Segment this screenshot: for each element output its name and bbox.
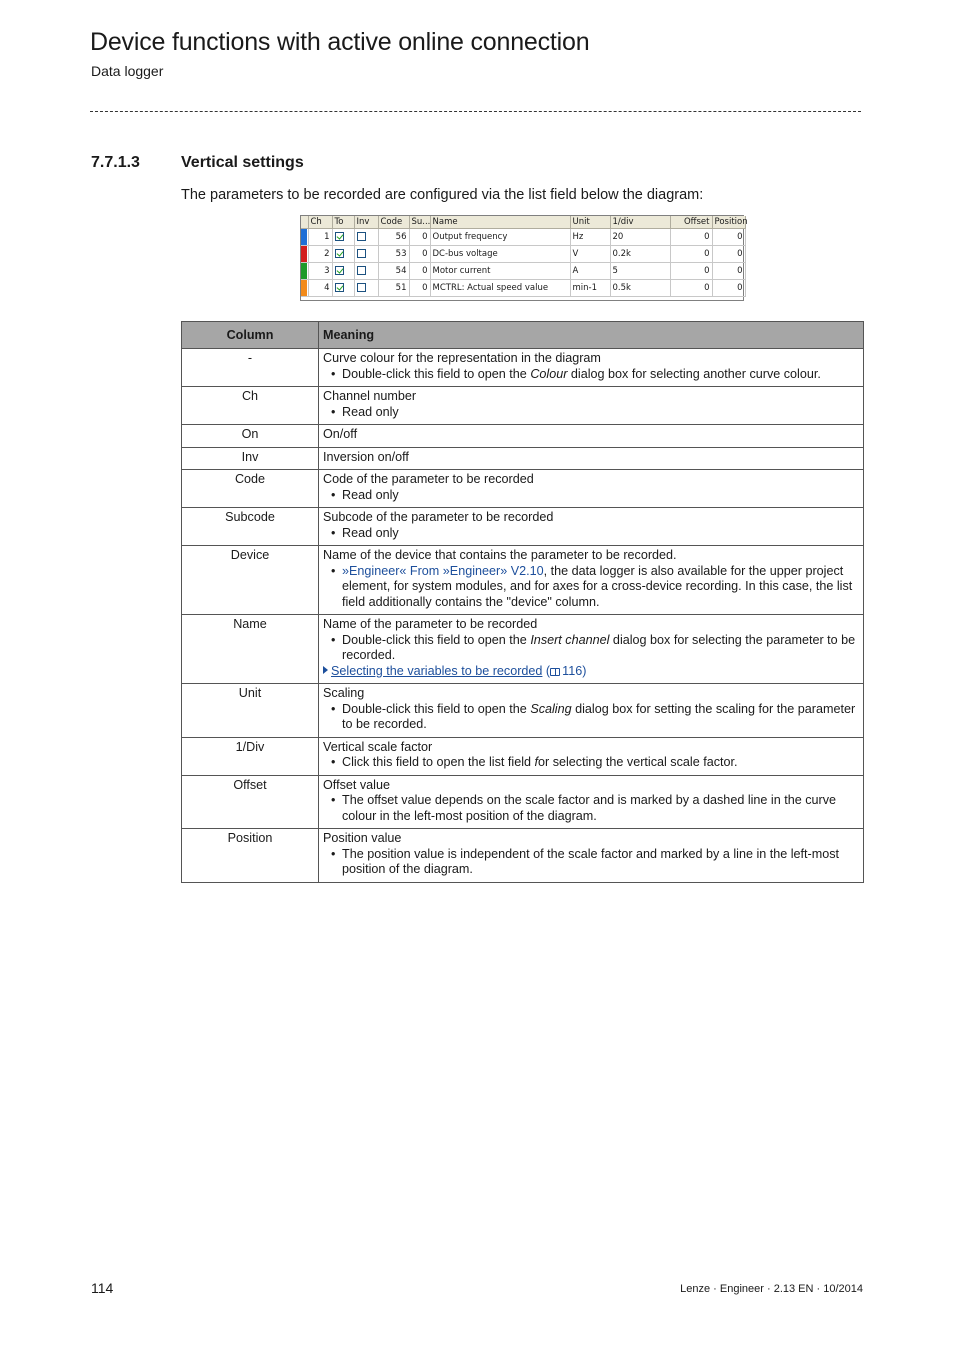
channel-name[interactable]: Output frequency xyxy=(430,229,570,246)
bullet-item: • Double-click this field to open the Colour dialog box for selecting another curve colour. xyxy=(337,367,859,383)
channel-name[interactable]: DC-bus voltage xyxy=(430,246,570,263)
meaning-text: Curve colour for the representation in the diagram xyxy=(323,351,601,365)
row-meaning xyxy=(319,829,864,883)
channel-subcode[interactable]: 0 xyxy=(409,263,430,280)
channel-inv-checkbox[interactable] xyxy=(354,246,378,263)
table-row xyxy=(182,684,864,738)
bullet-list xyxy=(323,526,859,542)
channel-on-checkbox[interactable] xyxy=(332,229,354,246)
page-subtitle: Data logger xyxy=(91,63,164,79)
row-meaning xyxy=(319,508,864,546)
channel-div[interactable]: 0.5k xyxy=(610,280,670,297)
table-row xyxy=(182,508,864,546)
table-row xyxy=(182,775,864,829)
row-meaning xyxy=(319,684,864,738)
channel-unit[interactable]: V xyxy=(570,246,610,263)
channel-on-checkbox[interactable] xyxy=(332,263,354,280)
table-row xyxy=(182,829,864,883)
channel-color-swatch[interactable] xyxy=(301,229,308,246)
bullet-item: • »Engineer« From »Engineer» V2.10, the data logger is also available for the upper project element, for system modules, and for axes for a cross-device recording. In this case, the list field additionally contains the "device" column. xyxy=(337,564,859,611)
bullet-list xyxy=(323,633,859,664)
bullet-item: • The offset value depends on the scale factor and is marked by a dashed line in the curve colour in the left-most position of the diagram. xyxy=(337,793,859,824)
channel-number[interactable]: 3 xyxy=(308,263,332,280)
checked-checkbox-icon[interactable] xyxy=(335,249,344,258)
channel-offset[interactable]: 0 xyxy=(670,246,712,263)
meaning-text: Vertical scale factor xyxy=(323,739,433,754)
row-meaning xyxy=(319,349,864,387)
channel-subcode[interactable]: 0 xyxy=(409,229,430,246)
bullet-item: • Read only xyxy=(337,405,859,421)
channel-code[interactable]: 54 xyxy=(378,263,409,280)
unchecked-checkbox-icon[interactable] xyxy=(357,266,366,275)
bullet-list xyxy=(323,564,859,611)
meaning-text: Scaling xyxy=(323,686,365,700)
channel-unit[interactable]: A xyxy=(570,263,610,280)
channel-inv-checkbox[interactable] xyxy=(354,229,378,246)
channel-div[interactable]: 0.2k xyxy=(610,246,670,263)
channel-div[interactable]: 20 xyxy=(610,229,670,246)
row-label: Unit xyxy=(182,684,319,738)
channel-row[interactable] xyxy=(301,246,745,263)
page-title: Device functions with active online connection xyxy=(90,28,590,56)
list-field-screenshot xyxy=(300,215,748,301)
header-divider xyxy=(90,111,861,112)
channel-row[interactable] xyxy=(301,229,745,246)
table-row xyxy=(182,470,864,508)
bullet-item: • Click this field to open the list field for selecting the vertical scale factor. xyxy=(337,755,859,771)
list-header-sub: Su... xyxy=(409,216,430,229)
channel-position[interactable]: 0 xyxy=(712,280,745,297)
bullet-list xyxy=(323,847,859,878)
page-number: 114 xyxy=(91,1280,114,1296)
bullet-list xyxy=(323,367,859,383)
arrow-right-icon xyxy=(323,666,328,674)
bullet-item: • Read only xyxy=(337,488,859,504)
row-label: - xyxy=(182,349,319,387)
channel-offset[interactable]: 0 xyxy=(670,263,712,280)
channel-name[interactable]: Motor current xyxy=(430,263,570,280)
bullet-list xyxy=(323,702,859,733)
list-header-color xyxy=(301,216,308,229)
table-header-row xyxy=(182,322,864,349)
channel-name[interactable]: MCTRL: Actual speed value xyxy=(430,280,570,297)
bullet-item: • Double-click this field to open the Insert channel dialog box for selecting the parameter to be recorded. xyxy=(337,633,859,664)
list-header-div: 1/div xyxy=(610,216,670,229)
book-icon xyxy=(550,668,560,676)
row-meaning xyxy=(319,447,864,470)
channel-subcode[interactable]: 0 xyxy=(409,246,430,263)
bullet-item: • Read only xyxy=(337,526,859,542)
channel-number[interactable]: 2 xyxy=(308,246,332,263)
table-row xyxy=(182,387,864,425)
engineer-version-link[interactable]: »Engineer« From »Engineer» V2.10 xyxy=(342,563,544,578)
unchecked-checkbox-icon[interactable] xyxy=(357,283,366,292)
channel-row[interactable] xyxy=(301,263,745,280)
bullet-item: • The position value is independent of the scale factor and marked by a line in the left-most position of the diagram. xyxy=(337,847,859,878)
meaning-text: Position value xyxy=(323,831,402,845)
channel-code[interactable]: 56 xyxy=(378,229,409,246)
channel-list-table xyxy=(301,216,746,297)
channel-position[interactable]: 0 xyxy=(712,246,745,263)
checked-checkbox-icon[interactable] xyxy=(335,232,344,241)
footer-publisher: Lenze · Engineer · 2.13 EN · 10/2014 xyxy=(680,1283,863,1295)
row-label: Name xyxy=(182,615,319,684)
row-meaning xyxy=(319,470,864,508)
row-meaning xyxy=(319,425,864,448)
channel-unit[interactable]: Hz xyxy=(570,229,610,246)
channel-position[interactable]: 0 xyxy=(712,263,745,280)
unchecked-checkbox-icon[interactable] xyxy=(357,249,366,258)
list-header-row xyxy=(301,216,745,229)
channel-row[interactable] xyxy=(301,280,745,297)
row-label: Inv xyxy=(182,447,319,470)
table-row xyxy=(182,447,864,470)
column-meaning-table xyxy=(181,321,864,883)
bullet-list xyxy=(323,405,859,421)
table-header-column: Column xyxy=(182,322,319,349)
selecting-variables-link[interactable]: Selecting the variables to be recorded xyxy=(331,663,543,678)
meaning-text: Subcode of the parameter to be recorded xyxy=(323,510,554,524)
channel-offset[interactable]: 0 xyxy=(670,280,712,297)
table-header-meaning: Meaning xyxy=(319,322,864,349)
channel-inv-checkbox[interactable] xyxy=(354,280,378,297)
checked-checkbox-icon[interactable] xyxy=(335,283,344,292)
cross-reference: Selecting the variables to be recorded ( 116) xyxy=(323,664,859,680)
meaning-text: Offset value xyxy=(323,777,390,792)
checked-checkbox-icon[interactable] xyxy=(335,266,344,275)
channel-code[interactable]: 51 xyxy=(378,280,409,297)
channel-on-checkbox[interactable] xyxy=(332,246,354,263)
meaning-text: On/off xyxy=(323,427,358,441)
channel-color-swatch[interactable] xyxy=(301,246,308,263)
bullet-list xyxy=(323,488,859,504)
table-row xyxy=(182,425,864,448)
list-header-offset: Offset xyxy=(670,216,712,229)
row-meaning xyxy=(319,387,864,425)
channel-subcode[interactable]: 0 xyxy=(409,280,430,297)
channel-color-swatch[interactable] xyxy=(301,263,308,280)
list-header-code: Code xyxy=(378,216,409,229)
row-label: Code xyxy=(182,470,319,508)
section-title: Vertical settings xyxy=(181,154,304,171)
meaning-text: Name of the parameter to be recorded xyxy=(323,617,538,631)
table-row xyxy=(182,615,864,684)
row-label: On xyxy=(182,425,319,448)
intro-text: The parameters to be recorded are configured via the list field below the diagram: xyxy=(181,187,704,203)
row-label: Device xyxy=(182,546,319,615)
list-header-unit: Unit xyxy=(570,216,610,229)
table-row xyxy=(182,546,864,615)
row-label: Ch xyxy=(182,387,319,425)
channel-on-checkbox[interactable] xyxy=(332,280,354,297)
list-header-name: Name xyxy=(430,216,570,229)
channel-color-swatch[interactable] xyxy=(301,280,308,297)
channel-position[interactable]: 0 xyxy=(712,229,745,246)
channel-code[interactable]: 53 xyxy=(378,246,409,263)
section-number: 7.7.1.3 xyxy=(91,154,140,171)
row-label: Offset xyxy=(182,775,319,829)
list-header-to: To xyxy=(332,216,354,229)
table-row xyxy=(182,349,864,387)
table-row xyxy=(182,737,864,775)
row-label: Subcode xyxy=(182,508,319,546)
row-meaning xyxy=(319,737,864,775)
meaning-text: Name of the device that contains the parameter to be recorded. xyxy=(323,548,677,562)
meaning-text: Code of the parameter to be recorded xyxy=(323,472,534,486)
meaning-text: Inversion on/off xyxy=(323,449,409,464)
bullet-list xyxy=(323,755,859,771)
channel-inv-checkbox[interactable] xyxy=(354,263,378,280)
bullet-item: • Double-click this field to open the Scaling dialog box for setting the scaling for the parameter to be recorded. xyxy=(337,702,859,733)
row-meaning xyxy=(319,775,864,829)
channel-div[interactable]: 5 xyxy=(610,263,670,280)
row-label: Position xyxy=(182,829,319,883)
bullet-list xyxy=(323,793,859,824)
channel-unit[interactable]: min-1 xyxy=(570,280,610,297)
meaning-text: Channel number xyxy=(323,389,417,403)
unchecked-checkbox-icon[interactable] xyxy=(357,232,366,241)
list-header-ch: Ch xyxy=(308,216,332,229)
row-meaning xyxy=(319,615,864,684)
page-reference[interactable]: 116 xyxy=(562,663,583,678)
list-header-position: Position xyxy=(712,216,745,229)
channel-number[interactable]: 4 xyxy=(308,280,332,297)
list-header-inv: Inv xyxy=(354,216,378,229)
row-meaning xyxy=(319,546,864,615)
row-label: 1/Div xyxy=(182,737,319,775)
channel-offset[interactable]: 0 xyxy=(670,229,712,246)
channel-number[interactable]: 1 xyxy=(308,229,332,246)
